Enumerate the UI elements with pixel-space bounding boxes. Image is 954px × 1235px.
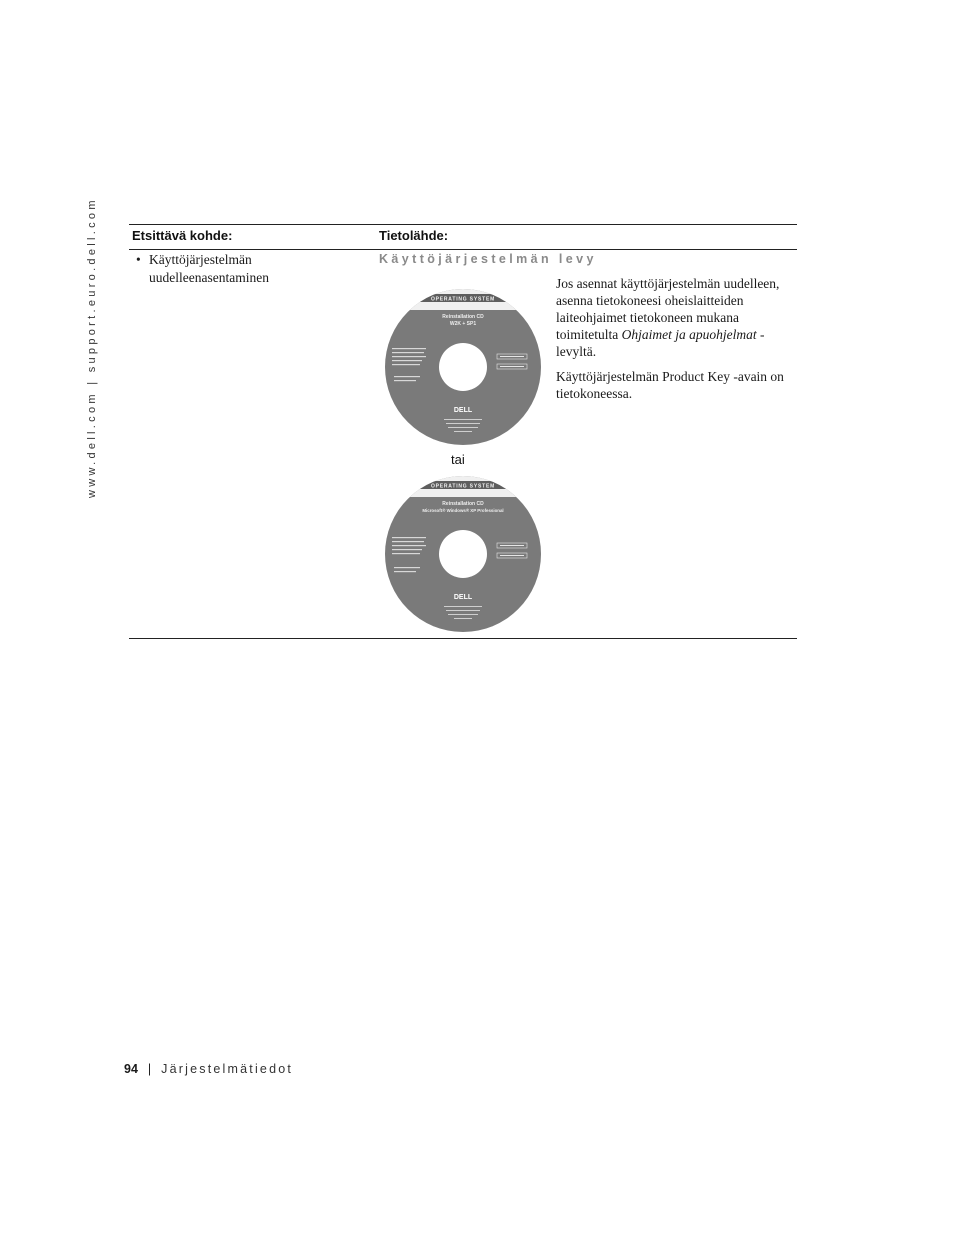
table-bottom-rule (129, 638, 797, 639)
chapter-title: Järjestelmätiedot (161, 1062, 294, 1076)
cd-title-line2: W2K + SP1 (449, 321, 477, 327)
paragraph-product-key: Käyttöjärjestelmän Product Key -avain on tietokoneessa. (556, 369, 784, 401)
dell-logo: DELL (453, 594, 473, 601)
cd-banner-text: OPERATING SYSTEM (430, 483, 496, 490)
list-item-text: Käyttöjärjestelmän uudelleenasentaminen (149, 252, 269, 285)
cd-title-line1: Reinstallation CD (442, 314, 484, 320)
cd-image-xp (384, 473, 542, 635)
or-label: tai (451, 452, 465, 467)
paragraph-reinstall (556, 275, 788, 360)
header-what-to-find: Etsittävä kohde: (132, 228, 233, 243)
header-source: Tietolähde: (379, 228, 449, 243)
cd-banner-text: OPERATING SYSTEM (430, 296, 496, 303)
table-top-rule (129, 224, 797, 225)
page-footer (124, 1062, 293, 1076)
para1-italic: Ohjaimet ja apuohjelmat (621, 327, 757, 342)
page-number: 94 (124, 1062, 138, 1076)
para1-tail: -levyltä. (556, 327, 765, 359)
cd-image-w2k (384, 286, 542, 448)
footer-separator: | (147, 1062, 152, 1076)
cd-hole (439, 530, 487, 578)
side-url: www.dell.com | support.euro.dell.com (86, 197, 98, 498)
cd-title-line1: Reinstallation CD (442, 501, 484, 507)
bullet: • (136, 252, 141, 267)
cd-hole (439, 343, 487, 391)
cd-title-line2: Microsoft® Windows® XP Professional (422, 508, 504, 513)
section-title: Käyttöjärjestelmän levy (379, 252, 597, 266)
table-header-rule (129, 249, 797, 250)
dell-logo: DELL (453, 407, 473, 414)
para1-text: Jos asennat käyttöjärjestelmän uudelleen, asenna tietokoneesi oheislaitteiden laiteohjaimet tietokoneen mukana toimitetulta (556, 276, 780, 342)
